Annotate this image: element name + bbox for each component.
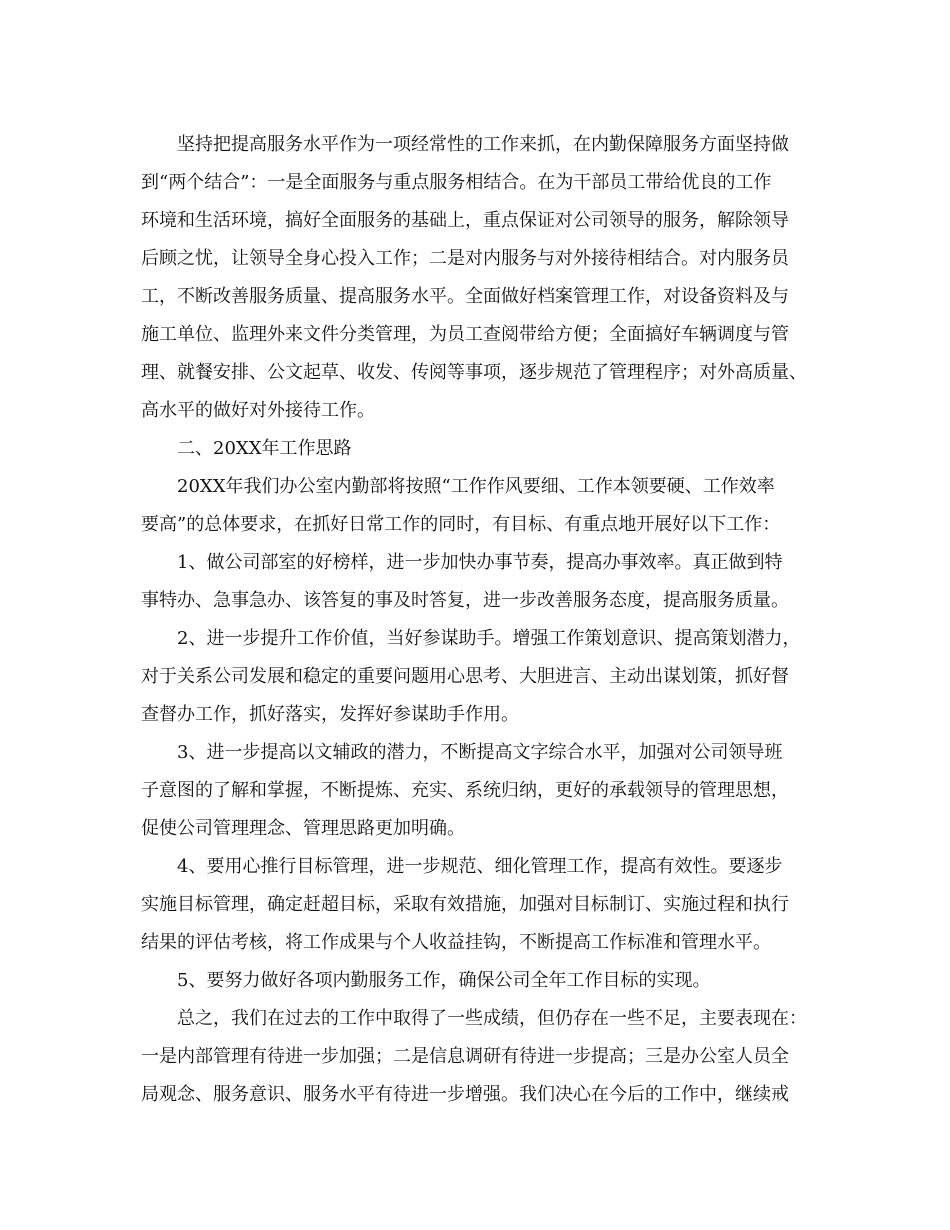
list-item-line: 事特办、急事急办、该答复的事及时答复，进一步改善服务态度，提高服务质量。	[141, 590, 789, 611]
paragraph-line: 坚持把提高服务水平作为一项经常性的工作来抓，在内勤保障服务方面坚持做	[177, 134, 789, 155]
list-item-line: 结果的评估考核，将工作成果与个人收益挂钩，不断提高工作标准和管理水平。	[141, 932, 771, 953]
paragraph-line: 20XX年我们办公室内勤部将按照“工作作风要细、工作本领要硬、工作效率	[177, 476, 775, 497]
list-item-line: 4、要用心推行目标管理，进一步规范、细化管理工作，提高有效性。要逐步	[177, 856, 783, 877]
list-item-line: 5、要努力做好各项内勤服务工作，确保公司全年工作目标的实现。	[177, 970, 711, 991]
list-item-line: 2、进一步提升工作价值，当好参谋助手。增强工作策划意识、提高策划潜力，	[177, 628, 801, 649]
paragraph-line: 到“两个结合”：一是全面服务与重点服务相结合。在为干部员工带给优良的工作	[141, 172, 772, 193]
paragraph-line: 环境和生活环境，搞好全面服务的基础上，重点保证对公司领导的服务，解除领导	[141, 210, 789, 231]
paragraph-line: 施工单位、监理外来文件分类管理，为员工查阅带给方便；全面搞好车辆调度与管	[141, 324, 789, 345]
paragraph-line: 要高”的总体要求，在抓好日常工作的同时，有目标、有重点地开展好以下工作：	[141, 514, 781, 535]
list-item-line: 促使公司管理理念、管理思路更加明确。	[141, 818, 465, 839]
list-item-line: 对于关系公司发展和稳定的重要问题用心思考、大胆进言、主动出谋划策，抓好督	[141, 666, 789, 687]
paragraph-line: 理、就餐安排、公文起草、收发、传阅等事项，逐步规范了管理程序；对外高质量、	[141, 362, 807, 383]
list-item-line: 实施目标管理，确定赶超目标，采取有效措施，加强对目标制订、实施过程和执行	[141, 894, 789, 915]
paragraph-line: 一是内部管理有待进一步加强；二是信息调研有待进一步提高；三是办公室人员全	[141, 1046, 789, 1067]
paragraph-line: 工，不断改善服务质量、提高服务水平。全面做好档案管理工作，对设备资料及与	[141, 286, 789, 307]
paragraph-line: 高水平的做好对外接待工作。	[141, 400, 375, 421]
list-item-line: 查督办工作，抓好落实，发挥好参谋助手作用。	[141, 704, 519, 725]
list-item-line: 3、进一步提高以文辅政的潜力，不断提高文字综合水平，加强对公司领导班	[177, 742, 783, 763]
paragraph-line: 总之，我们在过去的工作中取得了一些成绩，但仍存在一些不足，主要表现在：	[177, 1008, 807, 1029]
list-item-line: 1、做公司部室的好榜样，进一步加快办事节奏，提高办事效率。真正做到特	[177, 552, 783, 573]
section-heading: 二、20XX年工作思路	[177, 438, 352, 459]
paragraph-line: 后顾之忧，让领导全身心投入工作；二是对内服务与对外接待相结合。对内服务员	[141, 248, 789, 269]
list-item-line: 子意图的了解和掌握，不断提炼、充实、系统归纳，更好的承载领导的管理思想，	[141, 780, 789, 801]
paragraph-line: 局观念、服务意识、服务水平有待进一步增强。我们决心在今后的工作中，继续戒	[141, 1084, 789, 1105]
